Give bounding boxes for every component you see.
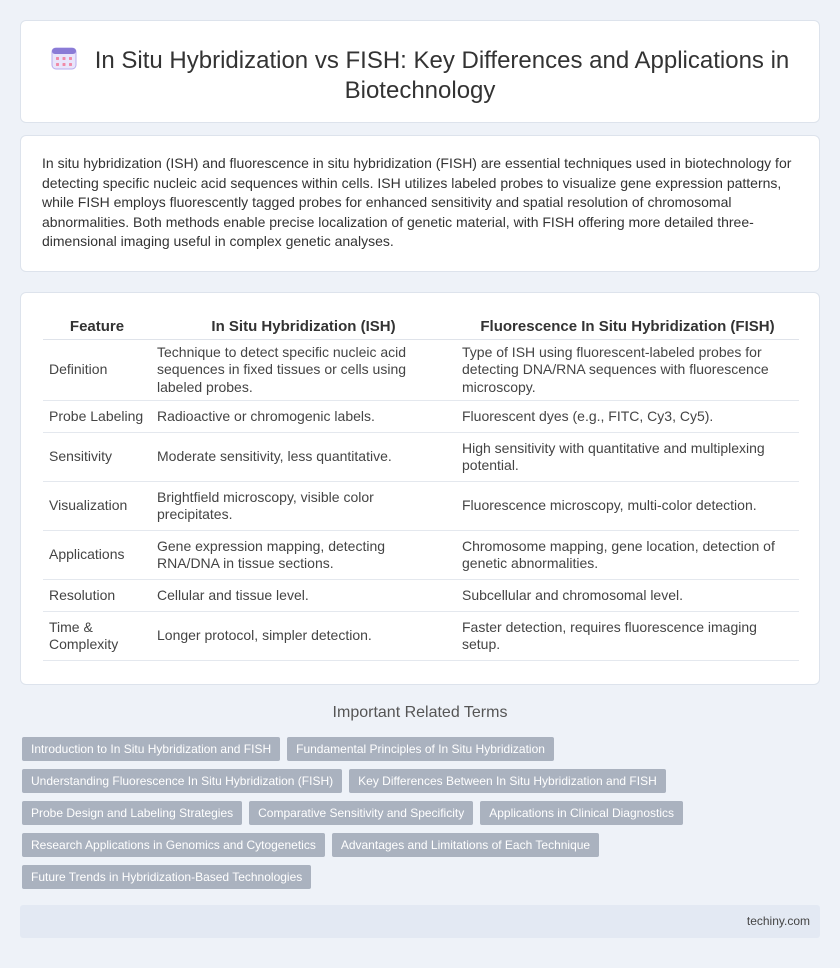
- row-feature: Probe Labeling: [43, 401, 151, 433]
- comparison-table: [43, 313, 799, 661]
- related-term-tag[interactable]: Fundamental Principles of In Situ Hybridization: [287, 737, 554, 761]
- related-term-tag[interactable]: Introduction to In Situ Hybridization and FISH: [22, 737, 280, 761]
- row-fish: Type of ISH using fluorescent-labeled probes for detecting DNA/RNA sequences with fluorescence microscopy.: [456, 339, 799, 401]
- footer-site-link[interactable]: techiny.com: [746, 914, 810, 928]
- row-fish: Faster detection, requires fluorescence imaging setup.: [456, 612, 799, 661]
- related-term-tag[interactable]: Applications in Clinical Diagnostics: [480, 801, 683, 825]
- title-card: [20, 20, 820, 123]
- row-feature: Visualization: [43, 482, 151, 531]
- row-fish: Fluorescent dyes (e.g., FITC, Cy3, Cy5).: [456, 401, 799, 433]
- related-term-tag[interactable]: Comparative Sensitivity and Specificity: [249, 801, 473, 825]
- table-row: [43, 482, 799, 531]
- row-feature: Applications: [43, 531, 151, 580]
- row-ish: Radioactive or chromogenic labels.: [151, 401, 456, 433]
- related-term-tag[interactable]: Research Applications in Genomics and Cytogenetics: [22, 833, 325, 857]
- table-row: [43, 612, 799, 661]
- row-feature: Definition: [43, 339, 151, 401]
- intro-paragraph: In situ hybridization (ISH) and fluorescence in situ hybridization (FISH) are essential techniques used in biotechnology for detecting specific nucleic acid sequences within cells. ISH utilizes labeled probes to visualize gene expression patterns, while FISH employs fluorescently tagged probes for enhanced sensitivity and spatial resolution of chromosomal abnormalities. Both methods enable precise localization of genetic material, with FISH offering more detailed three-dimensional imaging useful in complex genetic analyses.: [42, 155, 792, 250]
- page-title: In Situ Hybridization vs FISH: Key Differences and Applications in Biotechnology: [94, 47, 790, 104]
- related-term-tag[interactable]: Future Trends in Hybridization-Based Technologies: [22, 865, 311, 889]
- row-feature: Time & Complexity: [43, 612, 151, 661]
- intro-card: [20, 135, 820, 272]
- row-ish: Technique to detect specific nucleic acid sequences in fixed tissues or cells using labeled probes.: [151, 339, 456, 401]
- row-feature: Resolution: [43, 580, 151, 612]
- header-feature: Feature: [43, 313, 151, 339]
- table-row: [43, 401, 799, 433]
- calendar-grid-icon: [51, 45, 77, 71]
- row-ish: Longer protocol, simpler detection.: [151, 612, 456, 661]
- row-fish: High sensitivity with quantitative and multiplexing potential.: [456, 433, 799, 482]
- related-term-tag[interactable]: Understanding Fluorescence In Situ Hybridization (FISH): [22, 769, 342, 793]
- related-term-tag[interactable]: Probe Design and Labeling Strategies: [22, 801, 242, 825]
- row-ish: Brightfield microscopy, visible color precipitates.: [151, 482, 456, 531]
- related-term-tag[interactable]: Key Differences Between In Situ Hybridization and FISH: [349, 769, 666, 793]
- related-terms-list: [22, 737, 812, 889]
- page-title-wrap: [21, 45, 819, 106]
- related-term-tag[interactable]: Advantages and Limitations of Each Technique: [332, 833, 599, 857]
- table-row: [43, 433, 799, 482]
- row-fish: Subcellular and chromosomal level.: [456, 580, 799, 612]
- header-ish: In Situ Hybridization (ISH): [151, 313, 456, 339]
- row-fish: Fluorescence microscopy, multi-color detection.: [456, 482, 799, 531]
- footer-bar: [20, 905, 820, 938]
- comparison-card: [20, 292, 820, 685]
- table-row: [43, 531, 799, 580]
- row-fish: Chromosome mapping, gene location, detection of genetic abnormalities.: [456, 531, 799, 580]
- row-ish: Gene expression mapping, detecting RNA/DNA in tissue sections.: [151, 531, 456, 580]
- header-fish: Fluorescence In Situ Hybridization (FISH): [456, 313, 799, 339]
- row-feature: Sensitivity: [43, 433, 151, 482]
- table-row: [43, 580, 799, 612]
- row-ish: Moderate sensitivity, less quantitative.: [151, 433, 456, 482]
- table-header-row: [43, 313, 799, 339]
- related-terms-heading: Important Related Terms: [332, 704, 508, 721]
- table-row: [43, 339, 799, 401]
- row-ish: Cellular and tissue level.: [151, 580, 456, 612]
